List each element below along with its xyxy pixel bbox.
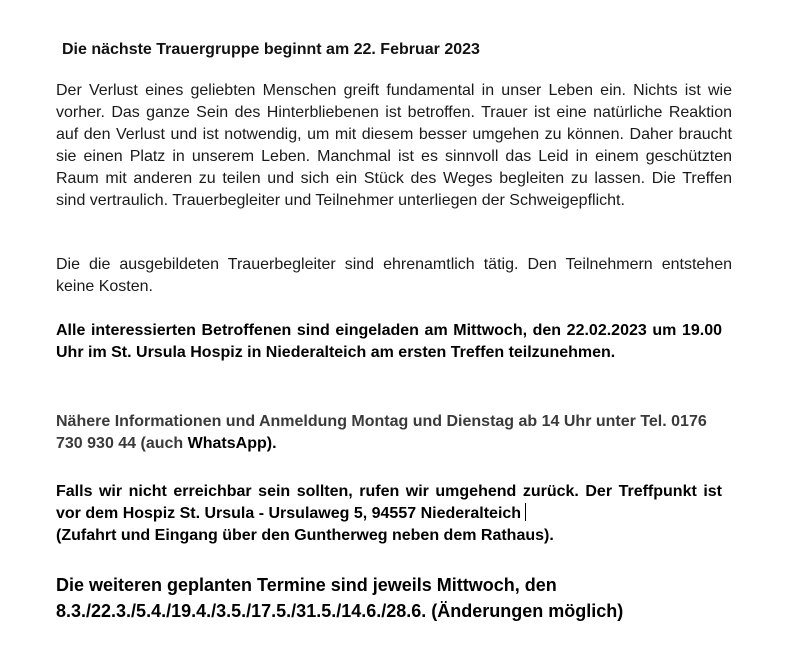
text-cursor bbox=[525, 503, 526, 521]
contact-info-text: Nähere Informationen und Anmeldung Montag und Dienstag ab 14 Uhr unter Tel. 0176 730 930 44 (auch bbox=[56, 413, 707, 452]
paragraph-volunteers: Die die ausgebildeten Trauerbegleiter sind ehrenamtlich tätig. Den Teilnehmern entstehen keine Kosten. bbox=[56, 256, 732, 295]
meeting-point-text: Falls wir nicht erreichbar sein sollten, rufen wir umgehend zurück. Der Treffpunkt ist vor dem Hospiz St. Ursula - Ursulaweg 5, 94557 Niederalteich bbox=[56, 483, 722, 522]
further-dates-intro: Die weiteren geplanten Termine sind jeweils Mittwoch, den bbox=[56, 575, 557, 595]
document-heading: Die nächste Trauergruppe beginnt am 22. Februar 2023 bbox=[62, 41, 480, 58]
further-dates-list: 8.3./22.3./5.4./19.4./3.5./17.5./31.5./14.6./28.6. (Änderungen möglich) bbox=[56, 601, 624, 621]
paragraph-further-dates bbox=[56, 572, 746, 624]
paragraph-contact bbox=[56, 411, 728, 455]
paragraph-invitation: Alle interessierten Betroffenen sind eingeladen am Mittwoch, den 22.02.2023 um 19.00 Uhr im St. Ursula Hospiz in Niederalteich am ersten Treffen teilzunehmen. bbox=[56, 322, 722, 361]
access-route-text: (Zufahrt und Eingang über den Guntherweg neben dem Rathaus). bbox=[56, 527, 554, 544]
paragraph-meeting-point bbox=[56, 481, 722, 547]
paragraph-loss: Der Verlust eines geliebten Menschen greift fundamental in unser Leben ein. Nichts ist wie vorher. Das ganze Sein des Hinterbliebenen ist betroffen. Trauer ist eine natürliche Reaktion auf den Verlust und ist notwendig, um mit diesem besser umgehen zu können. Daher braucht sie einen Platz in unserem Leben. Manchmal ist es sinnvoll das Leid in einem geschützten Raum mit anderen zu teilen und sich ein Stück des Weges begleiten zu lassen. Die Treffen sind vertraulich. Trauerbegleiter und Teilnehmer unterliegen der Schweigepflicht. bbox=[56, 82, 732, 209]
whatsapp-text: WhatsApp). bbox=[187, 435, 277, 452]
